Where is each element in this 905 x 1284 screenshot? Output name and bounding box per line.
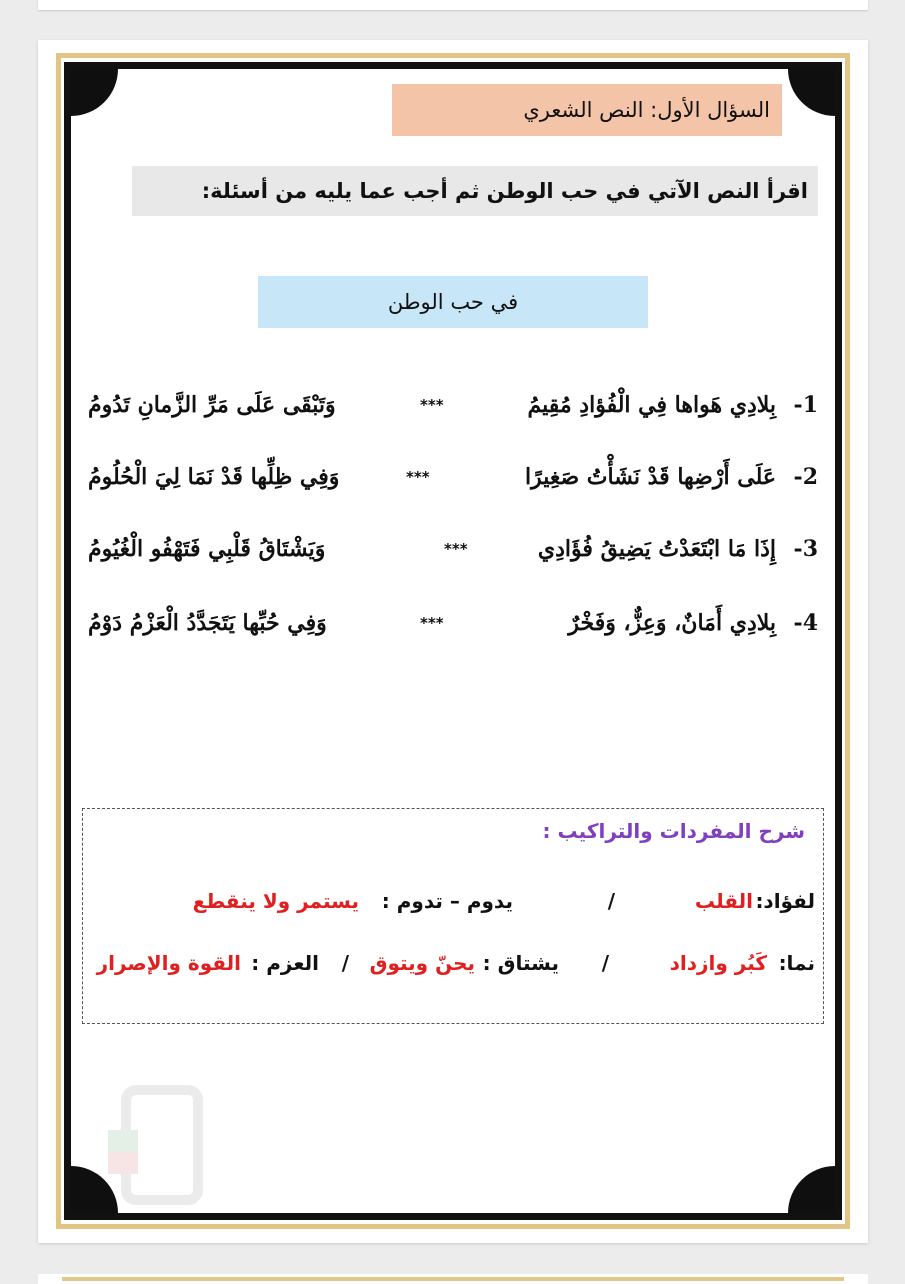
vocab-meaning: القوة والإصرار <box>96 951 241 975</box>
verse-line <box>88 610 818 654</box>
verse-number: 1- <box>793 392 818 418</box>
verse-number: 4- <box>793 610 818 636</box>
vocabulary-title: شرح المفردات والتراكيب : <box>542 819 805 843</box>
verse-separator: *** <box>420 396 444 414</box>
vocabulary-row <box>91 951 815 981</box>
vocab-meaning: القلب <box>694 889 753 913</box>
verse-separator: *** <box>444 540 468 558</box>
vocab-meaning: كَبُر وازداد <box>669 951 767 975</box>
verse-line <box>88 392 818 436</box>
worksheet-page <box>38 40 868 1243</box>
vocab-divider: / <box>601 951 609 975</box>
vocab-divider: / <box>341 951 349 975</box>
verse-second-hemistich: وَيَشْتَاقُ قَلْبِي فَتَهْفُو الْغُيُومُ <box>88 536 326 562</box>
corner-ornament <box>788 1166 835 1213</box>
corner-ornament <box>71 1166 118 1213</box>
vocabulary-row <box>91 889 815 919</box>
verse-line <box>88 464 818 508</box>
vocabulary-box <box>82 808 824 1024</box>
vocab-divider: / <box>607 889 615 913</box>
verse-second-hemistich: وَفِي ظِلِّها قَدْ نَمَا لِيَ الْحُلُومُ <box>88 464 340 490</box>
verse-number: 3- <box>793 536 818 562</box>
verse-second-hemistich: وَتَبْقَى عَلَى مَرِّ الزَّمانِ تَدُومُ <box>88 392 336 418</box>
verse-first-hemistich: عَلَى أَرْضِها قَدْ نَشَأْتُ صَغِيرًا <box>524 464 776 490</box>
question-title: السؤال الأول: النص الشعري <box>392 84 782 136</box>
previous-page-edge <box>38 0 868 10</box>
vocab-word: يشتاق : <box>482 951 559 975</box>
vocab-meaning: يحنّ ويتوق <box>369 951 475 975</box>
verse-separator: *** <box>406 468 430 486</box>
verse-first-hemistich: إِذَا مَا ابْتَعَدْتُ يَضِيقُ فُؤَادِي <box>537 536 776 562</box>
verse-separator: *** <box>420 614 444 632</box>
vocab-meaning: يستمر ولا ينقطع <box>192 889 359 913</box>
verse-number: 2- <box>793 464 818 490</box>
next-page-edge <box>38 1274 868 1284</box>
corner-ornament <box>71 69 118 116</box>
verse-line <box>88 536 818 580</box>
corner-ornament <box>788 69 835 116</box>
vocab-word: العزم : <box>251 951 319 975</box>
vocab-word: يدوم – تدوم : <box>381 889 513 913</box>
verse-first-hemistich: بِلادِي أَمَانٌ، وَعِزٌّ، وَفَخْرٌ <box>568 610 776 636</box>
vocab-word: لفؤاد: <box>755 889 815 913</box>
vocab-word: نما: <box>778 951 815 975</box>
verse-first-hemistich: بِلادِي هَواها فِي الْفُؤادِ مُقِيمُ <box>527 392 776 418</box>
poem-title: في حب الوطن <box>258 276 648 328</box>
instruction-text: اقرأ النص الآتي في حب الوطن ثم أجب عما يليه من أسئلة: <box>132 166 818 216</box>
verse-second-hemistich: وَفِي حُبِّها يَتَجَدَّدُ الْعَزْمُ دَوْمُ <box>88 610 327 636</box>
